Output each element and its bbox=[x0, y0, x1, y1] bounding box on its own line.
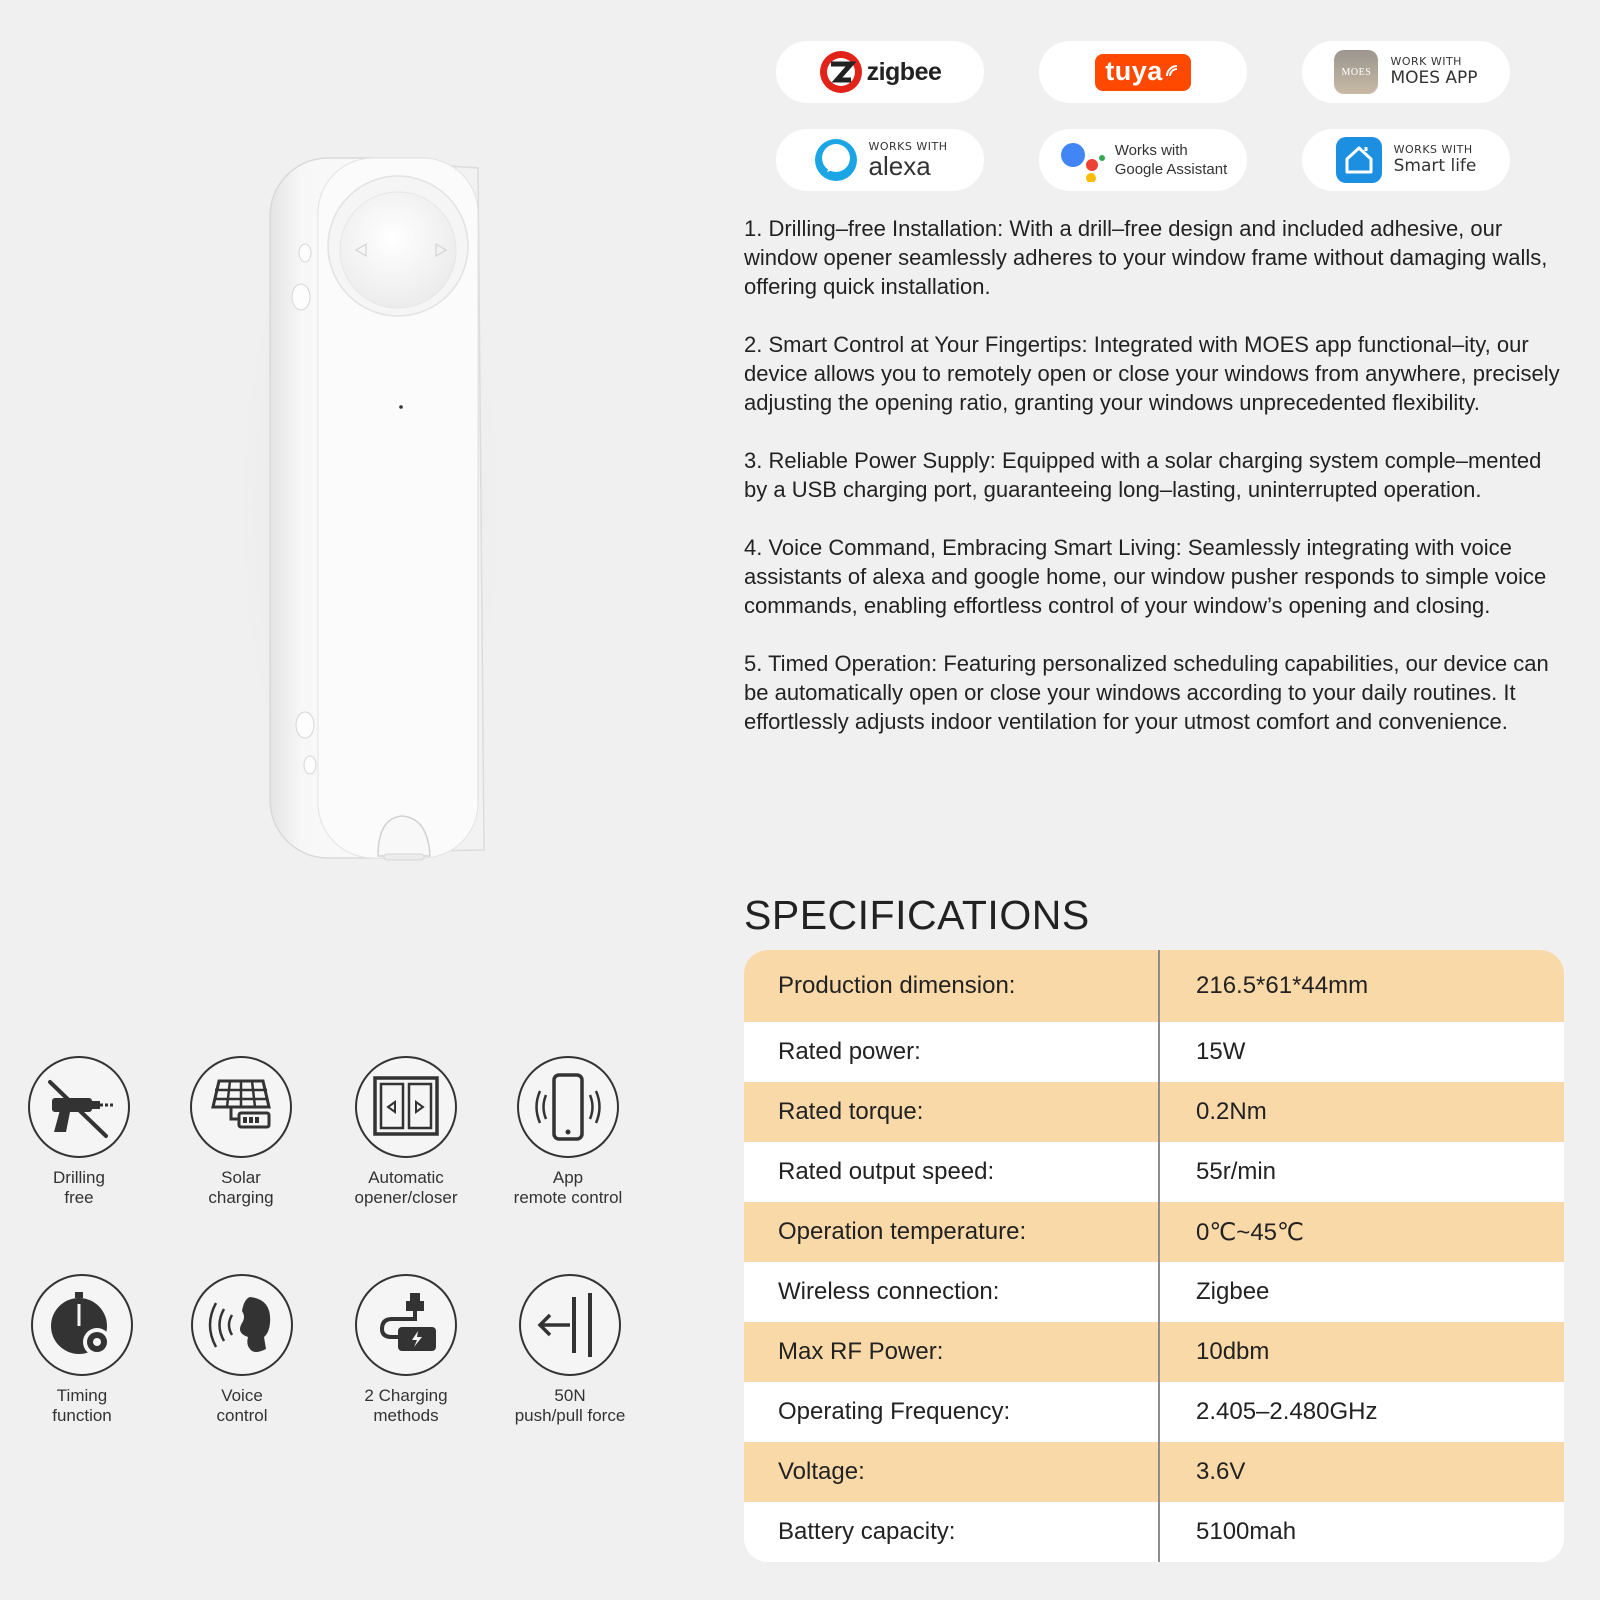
description-paragraph-5: 5. Timed Operation: Featuring personalized scheduling capabilities, our device can be automatically open or close your windows according to your daily routines. It effortlessly adjusts indoor ventilation for your utmost comfort and convenience. bbox=[744, 651, 1549, 734]
feature-line1: Voice bbox=[221, 1386, 263, 1405]
solar-panel-icon bbox=[190, 1056, 292, 1158]
feature-description bbox=[744, 214, 1564, 765]
specifications-title: SPECIFICATIONS bbox=[744, 892, 1090, 938]
spec-key: Rated torque: bbox=[778, 1098, 924, 1125]
alexa-logo-icon bbox=[813, 137, 859, 183]
feature-line2: function bbox=[52, 1406, 112, 1425]
spec-row bbox=[744, 1142, 1564, 1202]
feature-line1: Automatic bbox=[368, 1168, 444, 1187]
spec-row bbox=[744, 1202, 1564, 1262]
tuya-badge bbox=[1039, 41, 1247, 103]
feature-line2: methods bbox=[373, 1406, 439, 1425]
spec-column-divider bbox=[1158, 950, 1160, 1562]
alexa-big-text: alexa bbox=[868, 151, 931, 181]
description-paragraph-3: 3. Reliable Power Supply: Equipped with a solar charging system comple–mented by a USB charging port, guaranteeing long–lasting, uninterrupted operation. bbox=[744, 448, 1542, 502]
alexa-badge bbox=[776, 129, 984, 191]
spec-key: Production dimension: bbox=[778, 972, 1016, 999]
feature-voice-control bbox=[157, 1274, 327, 1426]
feature-line2: control bbox=[216, 1406, 268, 1425]
feature-icons-grid bbox=[40, 1050, 720, 1450]
spec-value: 2.405–2.480GHz bbox=[1196, 1398, 1378, 1425]
charging-plug-icon bbox=[355, 1274, 457, 1376]
feature-line1: Solar bbox=[221, 1168, 261, 1187]
feature-solar-charging bbox=[156, 1056, 326, 1208]
spec-value: 15W bbox=[1196, 1038, 1246, 1065]
feature-line2: charging bbox=[208, 1188, 274, 1207]
description-paragraph-4: 4. Voice Command, Embracing Smart Living: Seamlessly integrating with voice assistants of alexa and google home, our window pusher responds to simple voice commands, enabling effortless control of your window’s opening and closing. bbox=[744, 535, 1547, 618]
zigbee-text: zigbee bbox=[866, 57, 942, 86]
feature-line2: push/pull force bbox=[514, 1406, 626, 1425]
spec-value: Zigbee bbox=[1196, 1278, 1270, 1305]
drill-crossed-icon bbox=[28, 1056, 130, 1158]
smart-life-big-text: Smart life bbox=[1393, 156, 1477, 176]
feature-charging-methods bbox=[321, 1274, 491, 1426]
smart-life-badge bbox=[1302, 129, 1510, 191]
spec-value: 0.2Nm bbox=[1196, 1098, 1267, 1125]
smart-life-house-icon bbox=[1336, 137, 1382, 183]
feature-line2: opener/closer bbox=[354, 1188, 458, 1207]
feature-line1: App bbox=[552, 1168, 584, 1187]
spec-key: Voltage: bbox=[778, 1458, 865, 1485]
spec-row bbox=[744, 1022, 1564, 1082]
alexa-small-text: WORKS WITH bbox=[868, 140, 948, 153]
spec-value: 55r/min bbox=[1196, 1158, 1277, 1185]
feature-line1: 50N bbox=[554, 1386, 586, 1405]
voice-icon bbox=[191, 1274, 293, 1376]
specifications-table bbox=[744, 950, 1564, 1562]
spec-row bbox=[744, 950, 1564, 1022]
feature-timing-function bbox=[0, 1274, 167, 1426]
spec-value: 5100mah bbox=[1196, 1518, 1297, 1545]
spec-row bbox=[744, 1262, 1564, 1322]
smart-life-small-text: WORKS WITH bbox=[1393, 143, 1473, 156]
spec-value: 0℃~45℃ bbox=[1196, 1218, 1304, 1246]
google-assistant-badge bbox=[1039, 129, 1247, 191]
google-line1: Works with bbox=[1114, 142, 1188, 159]
spec-row bbox=[744, 1442, 1564, 1502]
spec-value: 216.5*61*44mm bbox=[1196, 972, 1369, 999]
sliding-window-icon bbox=[355, 1056, 457, 1158]
moes-app-badge bbox=[1302, 41, 1510, 103]
spec-key: Operation temperature: bbox=[778, 1218, 1027, 1245]
feature-line1: Drilling bbox=[53, 1168, 105, 1187]
tuya-logo bbox=[1095, 54, 1191, 91]
moes-small-text: WORK WITH bbox=[1390, 55, 1462, 68]
feature-app-remote-control bbox=[483, 1056, 653, 1208]
window-opener-device bbox=[0, 0, 740, 1000]
smartphone-icon bbox=[517, 1056, 619, 1158]
google-line2: Google Assistant bbox=[1114, 161, 1228, 178]
feature-automatic-opener bbox=[321, 1056, 491, 1208]
spec-row bbox=[744, 1502, 1564, 1562]
moes-app-icon: MOES bbox=[1334, 50, 1378, 94]
zigbee-badge bbox=[776, 41, 984, 103]
description-paragraph-2: 2. Smart Control at Your Fingertips: Integrated with MOES app functional–ity, our device allows you to remotely open or close your windows from anywhere, precisely adjusting the opening ratio, granting your windows unprecedented flexibility. bbox=[744, 332, 1560, 415]
timer-gear-icon bbox=[31, 1274, 133, 1376]
spec-key: Rated output speed: bbox=[778, 1158, 995, 1185]
spec-key: Operating Frequency: bbox=[778, 1398, 1011, 1425]
tuya-text: tuya bbox=[1105, 55, 1163, 86]
product-image bbox=[0, 0, 740, 1000]
spec-value: 3.6V bbox=[1196, 1458, 1246, 1485]
tuya-signal-icon bbox=[1165, 64, 1179, 78]
feature-line1: Timing bbox=[56, 1386, 108, 1405]
spec-key: Wireless connection: bbox=[778, 1278, 1000, 1305]
google-assistant-icon bbox=[1059, 138, 1107, 182]
feature-push-pull-force bbox=[485, 1274, 655, 1426]
moes-big-text: MOES APP bbox=[1390, 68, 1478, 88]
feature-line2: remote control bbox=[513, 1188, 623, 1207]
feature-drilling-free bbox=[0, 1056, 164, 1208]
spec-key: Battery capacity: bbox=[778, 1518, 956, 1545]
spec-row bbox=[744, 1382, 1564, 1442]
spec-key: Max RF Power: bbox=[778, 1338, 944, 1365]
spec-row bbox=[744, 1082, 1564, 1142]
feature-line1: 2 Charging bbox=[364, 1386, 448, 1405]
push-pull-icon bbox=[519, 1274, 621, 1376]
spec-row bbox=[744, 1322, 1564, 1382]
feature-line2: free bbox=[64, 1188, 94, 1207]
zigbee-logo-icon bbox=[819, 50, 863, 94]
spec-key: Rated power: bbox=[778, 1038, 921, 1065]
spec-value: 10dbm bbox=[1196, 1338, 1270, 1365]
description-paragraph-1: 1. Drilling–free Installation: With a drill–free design and included adhesive, our window opener seamlessly adheres to your window frame without damaging walls, offering quick installation. bbox=[744, 216, 1548, 299]
